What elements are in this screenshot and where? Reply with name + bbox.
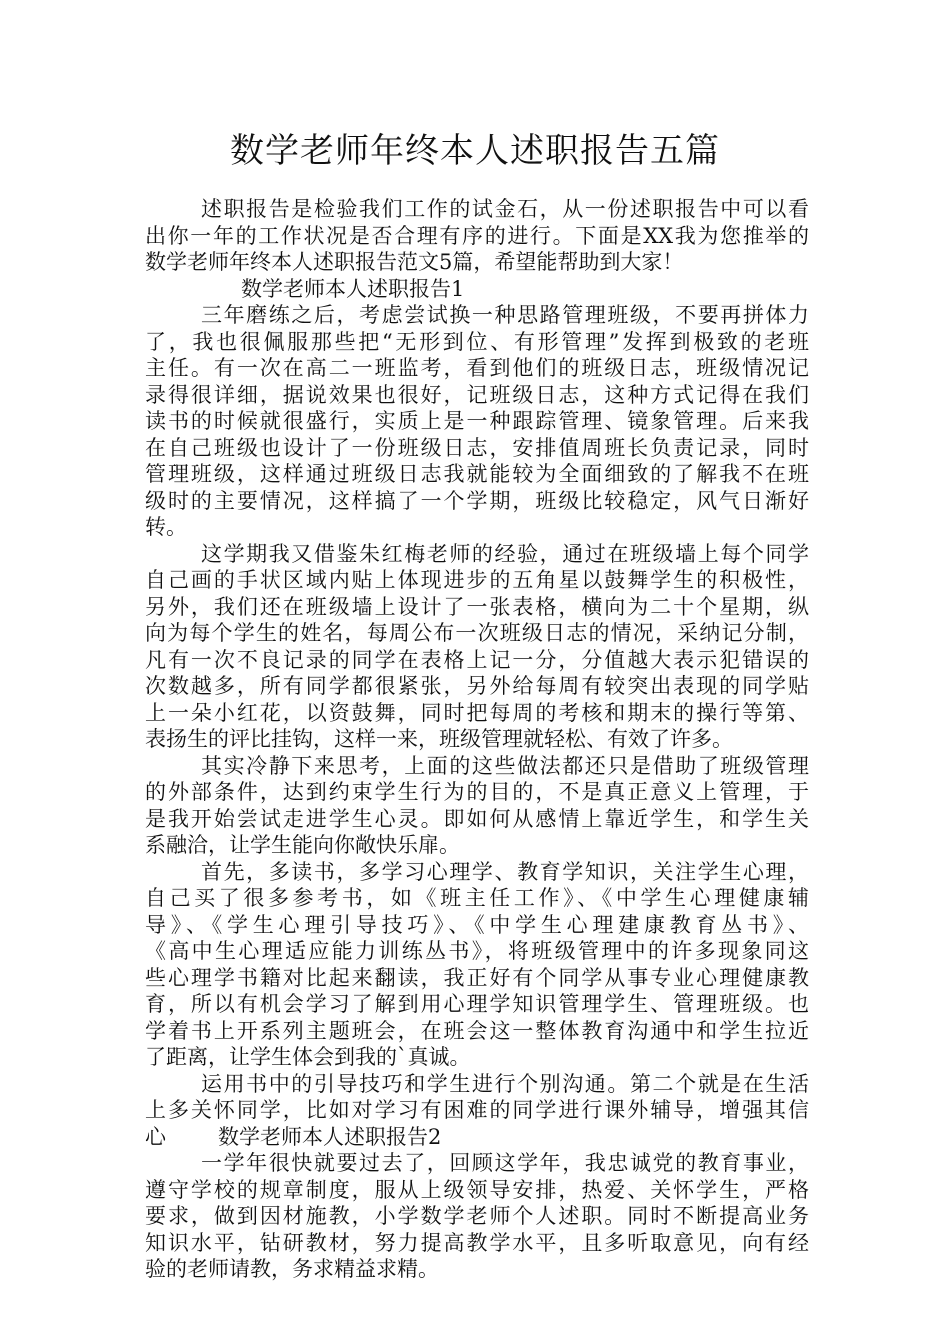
text-line: 表扬生的评比挂钩，这样一来，班级管理就轻松、有效了许多。 bbox=[145, 727, 733, 751]
text-line: 上一朵小红花，以资鼓舞，同时把每周的考核和期末的操行等第、 bbox=[145, 700, 809, 725]
text-line: 在自己班级也设计了一份班级日志，安排值周班长负责记录，同时 bbox=[145, 435, 809, 460]
document-body bbox=[145, 196, 809, 1283]
section-heading-2: 数学老师本人述职报告2 bbox=[218, 1124, 442, 1149]
text-line: 主任。有一次在高二一班监考，看到他们的班级日志，班级情况记 bbox=[145, 356, 809, 380]
text-line: 是我开始尝试走进学生心灵。即如何从感情上靠近学生，和学生关 bbox=[145, 806, 809, 831]
text-line: 运用书中的引导技巧和学生进行个别沟通。第二个就是在生活 bbox=[201, 1071, 809, 1096]
document-title: 数学老师年终本人述职报告五篇 bbox=[230, 131, 720, 171]
text-line: 出你一年的工作状况是否合理有序的进行。下面是XX我为您推举的 bbox=[145, 223, 809, 248]
text-line: 知识水平，钻研教材，努力提高教学水平，且多听取意见，向有经 bbox=[145, 1230, 809, 1255]
text-line: 育，所以有机会学习了解到用心理学知识管理学生、管理班级。也 bbox=[145, 992, 809, 1016]
text-line: 凡有一次不良记录的同学在表格上记一分，分值越大表示犯错误的 bbox=[145, 647, 809, 672]
text-line: 系融洽，让学生能向你敞快乐扉。 bbox=[145, 833, 460, 857]
text-line: 些心理学书籍对比起来翻读，我正好有个同学从事专业心理健康教 bbox=[145, 965, 809, 990]
text-line: 学着书上开系列主题班会，在班会这一整体教育沟通中和学生拉近 bbox=[145, 1018, 809, 1043]
split-line-left: 心 bbox=[145, 1124, 166, 1149]
text-line: 向为每个学生的姓名，每周公布一次班级日志的情况，采纳记分制， bbox=[145, 621, 809, 645]
text-line: 其实冷静下来思考，上面的这些做法都还只是借助了班级管理 bbox=[201, 753, 809, 778]
split-line bbox=[145, 1124, 809, 1151]
text-line: 自己画的手状区域内贴上体现进步的五角星以鼓舞学生的积极性， bbox=[145, 568, 809, 592]
text-line: 述职报告是检验我们工作的试金石，从一份述职报告中可以看 bbox=[201, 197, 809, 221]
text-line: 上多关怀同学，比如对学习有困难的同学进行课外辅导，增强其信 bbox=[145, 1098, 809, 1122]
text-line: 次数越多，所有同学都很紧张，另外给每周有较突出表现的同学贴 bbox=[145, 674, 809, 698]
text-line: 录得很详细，据说效果也很好，记班级日志，这种方式记得在我们 bbox=[145, 382, 809, 407]
text-line: 《高中生心理适应能力训练丛书》，将班级管理中的许多现象同这 bbox=[145, 939, 809, 963]
text-line: 三年磨练之后，考虑尝试换一种思路管理班级，不要再拼体力 bbox=[201, 303, 809, 327]
text-line: 读书的时候就很盛行，实质上是一种跟踪管理、镜象管理。后来我 bbox=[145, 409, 809, 433]
text-line: 首先，多读书，多学习心理学、教育学知识，关注学生心理， bbox=[201, 859, 809, 884]
text-line: 自己买了很多参考书，如《班主任工作》、《中学生心理健康辅 bbox=[145, 886, 809, 910]
text-line: 的外部条件，达到约束学生行为的目的，不是真正意义上管理，于 bbox=[145, 780, 809, 804]
text-line: 要求，做到因材施教，小学数学老师个人述职。同时不断提高业务 bbox=[145, 1204, 809, 1228]
text-line: 导》、《学生心理引导技巧》、《中学生心理建康教育丛书》、 bbox=[145, 912, 809, 937]
text-line: 管理班级，这样通过班级日志我就能较为全面细致的了解我不在班 bbox=[145, 462, 809, 486]
text-line: 数学老师年终本人述职报告范文5篇，希望能帮助到大家！ bbox=[145, 250, 684, 274]
text-line: 另外，我们还在班级墙上设计了一张表格，横向为二十个星期，纵 bbox=[145, 594, 809, 619]
text-line: 一学年很快就要过去了，回顾这学年，我忠诚党的教育事业， bbox=[201, 1151, 809, 1175]
text-line: 转。 bbox=[145, 515, 187, 539]
text-line: 级时的主要情况，这样搞了一个学期，班级比较稳定，风气日渐好 bbox=[145, 488, 809, 513]
text-line: 这学期我又借鉴朱红梅老师的经验，通过在班级墙上每个同学 bbox=[201, 541, 809, 566]
text-line: 了，我也很佩服那些把“无形到位、有形管理”发挥到极致的老班 bbox=[145, 329, 809, 354]
text-line: 遵守学校的规章制度，服从上级领导安排，热爱、关怀学生，严格 bbox=[145, 1177, 809, 1202]
section-heading-1: 数学老师本人述职报告1 bbox=[241, 276, 465, 301]
text-line: 了距离，让学生体会到我的`真诚。 bbox=[145, 1045, 471, 1069]
text-line: 验的老师请教，务求精益求精。 bbox=[145, 1257, 439, 1281]
